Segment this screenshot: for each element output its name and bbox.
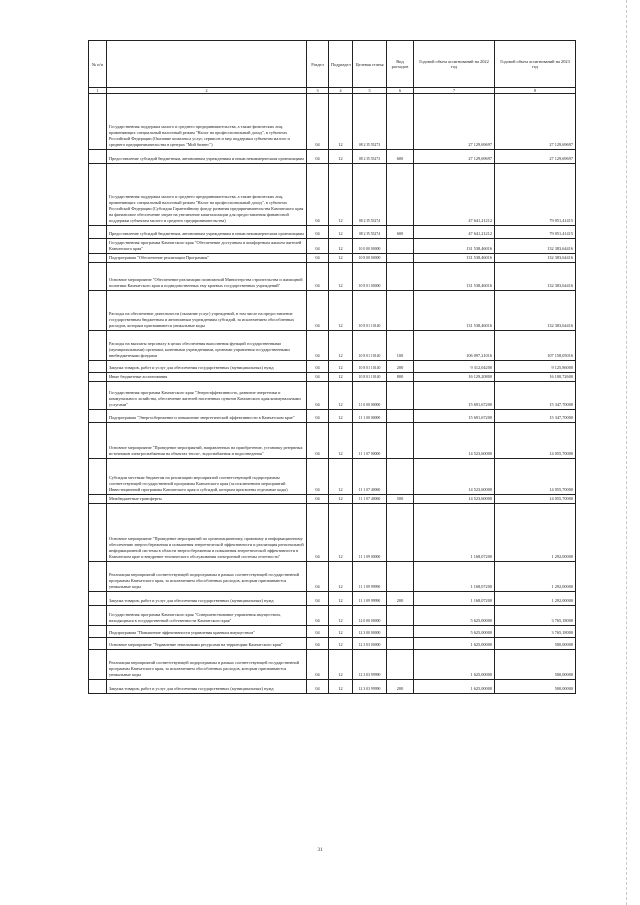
table-row [89, 423, 576, 459]
cell-podrazdel: 12 [329, 626, 353, 638]
budget-table [88, 40, 576, 694]
cell-expense-type [387, 650, 414, 680]
cell-num [89, 626, 107, 638]
cell-name: Подпрограмма "Повышение эффективности управления краевым имуществом" [107, 626, 307, 638]
cell-target-article: 10 8 01 10140 [353, 361, 387, 373]
cell-target-article: 08 2 I5 55274 [353, 226, 387, 239]
cell-name: Предоставление субсидий бюджетным, автономным учреждениям и иным некоммерческим организациям [107, 150, 307, 164]
cell-amount-2022: 131 538,46016 [414, 263, 495, 291]
table-header-row [89, 41, 576, 88]
cell-razdel: 04 [307, 410, 329, 423]
cell-razdel: 04 [307, 291, 329, 331]
cell-expense-type: 800 [387, 373, 414, 382]
cell-num [89, 150, 107, 164]
cell-razdel: 04 [307, 382, 329, 410]
cell-num [89, 606, 107, 626]
cell-podrazdel: 12 [329, 331, 353, 361]
cell-target-article: 10 0 00 00000 [353, 239, 387, 254]
cell-amount-2023: 3 765,18000 [495, 626, 576, 638]
cell-podrazdel: 12 [329, 423, 353, 459]
cell-razdel: 04 [307, 504, 329, 562]
cell-razdel: 04 [307, 254, 329, 263]
cell-amount-2023: 500,00000 [495, 680, 576, 694]
cell-expense-type [387, 423, 414, 459]
cell-amount-2022: 1 168,07200 [414, 562, 495, 592]
cell-name: Закупка товаров, работ и услуг для обеспечения государственных (муниципальных) нужд [107, 680, 307, 694]
cell-podrazdel: 12 [329, 254, 353, 263]
cell-target-article: 08 2 I5 55273 [353, 94, 387, 150]
cell-amount-2022: 27 129,69697 [414, 94, 495, 150]
cell-expense-type: 600 [387, 226, 414, 239]
cell-target-article: 11 1 07 00000 [353, 423, 387, 459]
cell-name: Основное мероприятие "Проведение мероприятий, направленных на приобретение, установку резервных источников электроснабжения на объектах тепло-, водоснабжения и водоотведения" [107, 423, 307, 459]
cell-name: Реализация мероприятий соответствующей подпрограммы в рамках соответствующей государственной программы Камчатского края, за исключением обособленных расходов, которым присваиваются уникальные коды [107, 650, 307, 680]
cell-razdel: 04 [307, 423, 329, 459]
cell-name: Государственная программа Камчатского края "Совершенствование управления имуществом, находящимся в государственной собственности Камчатского края" [107, 606, 307, 626]
cell-podrazdel: 12 [329, 592, 353, 606]
cell-num [89, 164, 107, 226]
cell-podrazdel: 12 [329, 638, 353, 650]
cell-amount-2023: 16 100,72600 [495, 373, 576, 382]
cell-expense-type: 500 [387, 495, 414, 504]
cell-podrazdel: 12 [329, 504, 353, 562]
table-row [89, 680, 576, 694]
cell-expense-type [387, 263, 414, 291]
cell-num [89, 638, 107, 650]
cell-amount-2023: 107 158,05016 [495, 331, 576, 361]
cell-amount-2022: 27 129,69697 [414, 150, 495, 164]
cell-amount-2022: 1 625,00000 [414, 680, 495, 694]
cell-expense-type [387, 638, 414, 650]
column-number: 4 [329, 88, 353, 94]
table-row [89, 592, 576, 606]
cell-amount-2022: 15 691,67200 [414, 410, 495, 423]
table-body [89, 94, 576, 694]
cell-target-article: 10 8 01 10140 [353, 291, 387, 331]
cell-podrazdel: 12 [329, 164, 353, 226]
cell-podrazdel: 12 [329, 562, 353, 592]
cell-razdel: 04 [307, 606, 329, 626]
cell-expense-type [387, 164, 414, 226]
cell-name: Основное мероприятие "Обеспечение реализации полномочий Министерства строительства и жилищной политики Камчатского края и подведомственных ему краевых государственных учреждений" [107, 263, 307, 291]
cell-name: Межбюджетные трансферты [107, 495, 307, 504]
cell-amount-2022: 5 625,00000 [414, 626, 495, 638]
cell-num [89, 331, 107, 361]
cell-amount-2022: 1 168,07200 [414, 504, 495, 562]
cell-razdel: 04 [307, 373, 329, 382]
table-row [89, 239, 576, 254]
cell-podrazdel: 12 [329, 373, 353, 382]
cell-razdel: 04 [307, 592, 329, 606]
table-row [89, 638, 576, 650]
cell-expense-type: 200 [387, 680, 414, 694]
cell-target-article: 11 1 09 99990 [353, 592, 387, 606]
cell-name: Основное мероприятие "Управление земельными ресурсами на территории Камчатского края" [107, 638, 307, 650]
cell-podrazdel: 12 [329, 239, 353, 254]
cell-num [89, 504, 107, 562]
header-num: № п/п [89, 41, 107, 88]
cell-podrazdel: 12 [329, 94, 353, 150]
cell-amount-2022: 1 625,00000 [414, 650, 495, 680]
table-row [89, 495, 576, 504]
cell-expense-type: 200 [387, 361, 414, 373]
cell-razdel: 04 [307, 331, 329, 361]
cell-razdel: 04 [307, 239, 329, 254]
cell-expense-type [387, 562, 414, 592]
cell-podrazdel: 12 [329, 459, 353, 495]
cell-amount-2022: 9 312,04200 [414, 361, 495, 373]
cell-name: Подпрограмма "Энергосбережение и повышение энергетической эффективности в Камчатском крае" [107, 410, 307, 423]
cell-razdel: 04 [307, 263, 329, 291]
cell-amount-2023: 500,00000 [495, 638, 576, 650]
cell-amount-2022: 47 641,21212 [414, 226, 495, 239]
cell-name: Закупка товаров, работ и услуг для обеспечения государственных (муниципальных) нужд [107, 361, 307, 373]
cell-target-article: 08 2 I5 55274 [353, 164, 387, 226]
column-number: 8 [495, 88, 576, 94]
cell-name: Подпрограмма "Обеспечение реализации Программы" [107, 254, 307, 263]
cell-target-article: 11 0 00 00000 [353, 382, 387, 410]
cell-name: Государственная поддержка малого и среднего предпринимательства, а также физических лиц, применяющих специальный налоговый режим "Налог на профессиональный доход", в субъектах Российской Федерации (Субсидия Гарантийному фонду развития предпринимательства Камчатского края на финансовое обеспечение затрат на увеличение капитализации для предоставления финансовой поддержки субъектам малого и среднего предпринимательства) [107, 164, 307, 226]
cell-expense-type [387, 410, 414, 423]
cell-amount-2023: 1 292,00000 [495, 504, 576, 562]
cell-target-article: 10 8 01 10140 [353, 331, 387, 361]
cell-num [89, 239, 107, 254]
cell-amount-2023: 132 383,64416 [495, 254, 576, 263]
cell-expense-type [387, 254, 414, 263]
cell-podrazdel: 12 [329, 680, 353, 694]
table-row [89, 361, 576, 373]
table-row [89, 164, 576, 226]
cell-target-article: 11 1 09 99990 [353, 562, 387, 592]
cell-podrazdel: 12 [329, 291, 353, 331]
cell-amount-2023: 9 125,86000 [495, 361, 576, 373]
cell-num [89, 459, 107, 495]
cell-amount-2022: 5 625,00000 [414, 606, 495, 626]
cell-expense-type [387, 504, 414, 562]
column-number: 3 [307, 88, 329, 94]
cell-num [89, 373, 107, 382]
table-row [89, 373, 576, 382]
cell-target-article: 11 1 07 40060 [353, 495, 387, 504]
table-row [89, 626, 576, 638]
column-number: 1 [89, 88, 107, 94]
table-row [89, 504, 576, 562]
cell-amount-2023: 79 051,41415 [495, 226, 576, 239]
cell-amount-2023: 79 051,41415 [495, 164, 576, 226]
cell-name: Предоставление субсидий бюджетным, автономным учреждениям и иным некоммерческим организациям [107, 226, 307, 239]
header-razdel: Раздел [307, 41, 329, 88]
table-row [89, 382, 576, 410]
cell-amount-2023: 14 055,70000 [495, 495, 576, 504]
cell-amount-2022: 47 641,21212 [414, 164, 495, 226]
cell-amount-2023: 14 055,70000 [495, 459, 576, 495]
column-number: 2 [107, 88, 307, 94]
cell-expense-type [387, 94, 414, 150]
cell-expense-type [387, 239, 414, 254]
cell-expense-type [387, 291, 414, 331]
cell-num [89, 94, 107, 150]
cell-amount-2023: 132 383,64416 [495, 239, 576, 254]
cell-amount-2022: 14 523,60000 [414, 423, 495, 459]
cell-num [89, 382, 107, 410]
cell-razdel: 04 [307, 650, 329, 680]
cell-amount-2023: 132 383,64416 [495, 291, 576, 331]
cell-target-article: 08 2 I5 55273 [353, 150, 387, 164]
cell-target-article: 11 1 09 00000 [353, 504, 387, 562]
cell-expense-type: 100 [387, 331, 414, 361]
column-number: 7 [414, 88, 495, 94]
column-number: 5 [353, 88, 387, 94]
cell-amount-2022: 16 129,20800 [414, 373, 495, 382]
cell-amount-2022: 14 523,60000 [414, 459, 495, 495]
cell-expense-type: 600 [387, 150, 414, 164]
cell-razdel: 04 [307, 562, 329, 592]
cell-expense-type [387, 626, 414, 638]
cell-num [89, 562, 107, 592]
cell-num [89, 650, 107, 680]
cell-expense-type: 200 [387, 592, 414, 606]
cell-name: Расходы на выплаты персоналу в целях обеспечения выполнения функций государственными (муниципальными) органами, казенными учреждениями, органами управления государственными внебюджетными фондами [107, 331, 307, 361]
page-number: 31 [317, 848, 323, 853]
cell-razdel: 04 [307, 459, 329, 495]
cell-podrazdel: 12 [329, 382, 353, 410]
cell-name: Иные бюджетные ассигнования [107, 373, 307, 382]
header-name [107, 41, 307, 88]
cell-amount-2022: 131 538,46016 [414, 291, 495, 331]
cell-name: Реализация мероприятий соответствующей подпрограммы в рамках соответствующей государственной программы Камчатского края, за исключением обособленных расходов, которым присваиваются уникальные коды [107, 562, 307, 592]
cell-amount-2022: 15 691,67200 [414, 382, 495, 410]
header-podrazdel: Подраздел [329, 41, 353, 88]
cell-target-article: 12 0 00 00000 [353, 606, 387, 626]
cell-podrazdel: 12 [329, 150, 353, 164]
header-year-2022: Годовой объем ассигнований на 2022 год [414, 41, 495, 88]
cell-name: Государственная поддержка малого и среднего предпринимательства, а также физических лиц, применяющих специальный налоговый режим "Налог на профессиональный доход", в субъектах Российской Федерации (Оказание комплекса услуг, сервисов и мер поддержки субъектам малого и среднего предпринимательства в центрах "Мой бизнес") [107, 94, 307, 150]
cell-amount-2022: 131 538,46016 [414, 239, 495, 254]
table-row [89, 606, 576, 626]
table-row [89, 94, 576, 150]
cell-amount-2023: 1 292,00000 [495, 562, 576, 592]
cell-num [89, 361, 107, 373]
cell-amount-2023: 3 765,18000 [495, 606, 576, 626]
table-row [89, 459, 576, 495]
cell-amount-2023: 15 347,70000 [495, 410, 576, 423]
cell-target-article: 10 8 01 10140 [353, 373, 387, 382]
cell-razdel: 04 [307, 361, 329, 373]
cell-target-article: 11 1 07 40060 [353, 459, 387, 495]
cell-num [89, 226, 107, 239]
table-row [89, 562, 576, 592]
cell-amount-2022: 14 523,60000 [414, 495, 495, 504]
cell-num [89, 263, 107, 291]
table-row [89, 150, 576, 164]
table-row [89, 331, 576, 361]
cell-amount-2023: 27 129,69697 [495, 94, 576, 150]
cell-target-article: 11 1 00 00000 [353, 410, 387, 423]
cell-num [89, 680, 107, 694]
cell-amount-2023: 15 347,70000 [495, 382, 576, 410]
cell-podrazdel: 12 [329, 606, 353, 626]
cell-expense-type [387, 382, 414, 410]
page-edge-line [626, 0, 627, 905]
cell-razdel: 04 [307, 150, 329, 164]
cell-amount-2022: 1 168,07200 [414, 592, 495, 606]
cell-num [89, 495, 107, 504]
cell-podrazdel: 12 [329, 263, 353, 291]
cell-expense-type [387, 606, 414, 626]
cell-podrazdel: 12 [329, 410, 353, 423]
cell-expense-type [387, 459, 414, 495]
cell-amount-2023: 500,00000 [495, 650, 576, 680]
cell-num [89, 423, 107, 459]
cell-target-article: 12 3 03 99990 [353, 650, 387, 680]
cell-amount-2022: 1 625,00000 [414, 638, 495, 650]
cell-num [89, 254, 107, 263]
cell-razdel: 04 [307, 495, 329, 504]
header-expense-type: Вид расходов [387, 41, 414, 88]
cell-razdel: 04 [307, 680, 329, 694]
cell-name: Субсидии местным бюджетам на реализацию мероприятий соответствующей подпрограммы соответствующей государственной программы Камчатского края (за исключением мероприятий Инвестиционной программы Камчатского края и субсидий, которым присвоены отдельные коды) [107, 459, 307, 495]
cell-num [89, 410, 107, 423]
table-row [89, 254, 576, 263]
cell-name: Закупка товаров, работ и услуг для обеспечения государственных (муниципальных) нужд [107, 592, 307, 606]
cell-num [89, 291, 107, 331]
table-row [89, 263, 576, 291]
cell-target-article: 10 8 01 00000 [353, 263, 387, 291]
cell-amount-2023: 1 292,00000 [495, 592, 576, 606]
cell-razdel: 04 [307, 164, 329, 226]
table-row [89, 410, 576, 423]
cell-name: Основное мероприятие "Проведение мероприятий по организационному, правовому и информационному обеспечению энергосбережения и повышения энергетической эффективности и реализация региональной информационной системы в области энергосбережения и повышения энергетической эффективности в Камчатском крае и внедрение технического обслуживания электронной системы отчетности" [107, 504, 307, 562]
cell-razdel: 04 [307, 226, 329, 239]
cell-target-article: 10 8 00 00000 [353, 254, 387, 263]
cell-amount-2023: 14 055,70000 [495, 423, 576, 459]
cell-amount-2023: 27 129,69697 [495, 150, 576, 164]
cell-podrazdel: 12 [329, 650, 353, 680]
cell-amount-2022: 131 538,46016 [414, 254, 495, 263]
header-year-2023: Годовой объем ассигнований на 2023 год [495, 41, 576, 88]
cell-target-article: 12 3 03 00000 [353, 638, 387, 650]
cell-name: Государственная программа Камчатского края "Обеспечение доступным и комфортным жильем жителей Камчатского края" [107, 239, 307, 254]
cell-razdel: 04 [307, 638, 329, 650]
cell-amount-2023: 132 383,64416 [495, 263, 576, 291]
cell-amount-2022: 106 097,21016 [414, 331, 495, 361]
cell-num [89, 592, 107, 606]
cell-razdel: 04 [307, 626, 329, 638]
cell-target-article: 12 3 03 99990 [353, 680, 387, 694]
column-number: 6 [387, 88, 414, 94]
table-row [89, 650, 576, 680]
header-target-article: Целевая статья [353, 41, 387, 88]
cell-podrazdel: 12 [329, 226, 353, 239]
cell-podrazdel: 12 [329, 495, 353, 504]
table-row [89, 226, 576, 239]
table-row [89, 291, 576, 331]
cell-razdel: 04 [307, 94, 329, 150]
cell-name: Государственная программа Камчатского края "Энергоэффективность, развитие энергетики и коммунального хозяйства, обеспечение жителей населенных пунктов Камчатского края коммунальными услугами" [107, 382, 307, 410]
cell-target-article: 12 3 00 00000 [353, 626, 387, 638]
cell-name: Расходы на обеспечение деятельности (оказание услуг) учреждений, в том числе на предоставление государственным бюджетным и автономным учреждениям субсидий, за исключением обособленных расходов, которым присваиваются уникальные коды [107, 291, 307, 331]
cell-podrazdel: 12 [329, 361, 353, 373]
